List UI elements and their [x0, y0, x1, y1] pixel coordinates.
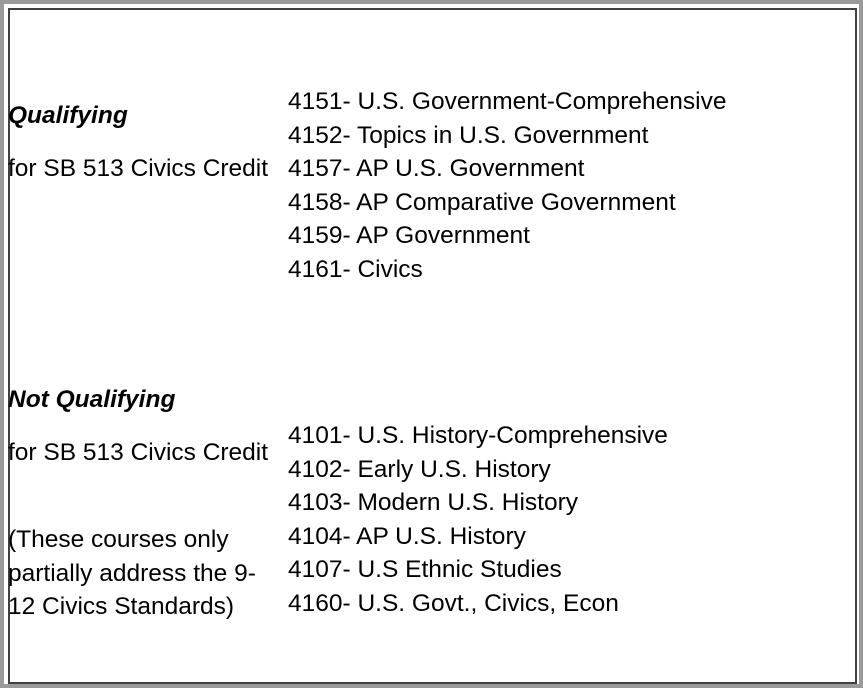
not-qualifying-heading: Not Qualifying [8, 386, 176, 413]
qualifying-course-list [288, 85, 726, 286]
list-item: 4102- Early U.S. History [288, 455, 551, 483]
list-item: 4161- Civics [288, 255, 423, 283]
list-item: 4151- U.S. Government-Comprehensive [288, 88, 727, 115]
not-qualifying-course-list [288, 419, 668, 620]
list-item: 4104- AP U.S. History [288, 522, 526, 550]
not-qualifying-note: (These courses only partially address the 9-12 Civics Standards) [8, 526, 256, 620]
list-item: 4101- U.S. History-Comprehensive [288, 422, 668, 449]
qualifying-heading: Qualifying [8, 102, 128, 129]
list-item: 4157- AP U.S. Government [288, 155, 585, 182]
qualifying-subtext: for SB 513 Civics Credit [8, 155, 269, 182]
not-qualifying-subtext: for SB 513 Civics Credit [8, 439, 269, 466]
list-item: 4107- U.S Ethnic Studies [288, 556, 562, 583]
list-item: 4159- AP Government [288, 222, 530, 249]
list-item: 4103- Modern U.S. History [288, 489, 579, 516]
list-item: 4160- U.S. Govt., Civics, Econ [288, 589, 619, 617]
list-item: 4158- AP Comparative Government [288, 188, 676, 216]
list-item: 4152- Topics in U.S. Government [288, 121, 649, 149]
